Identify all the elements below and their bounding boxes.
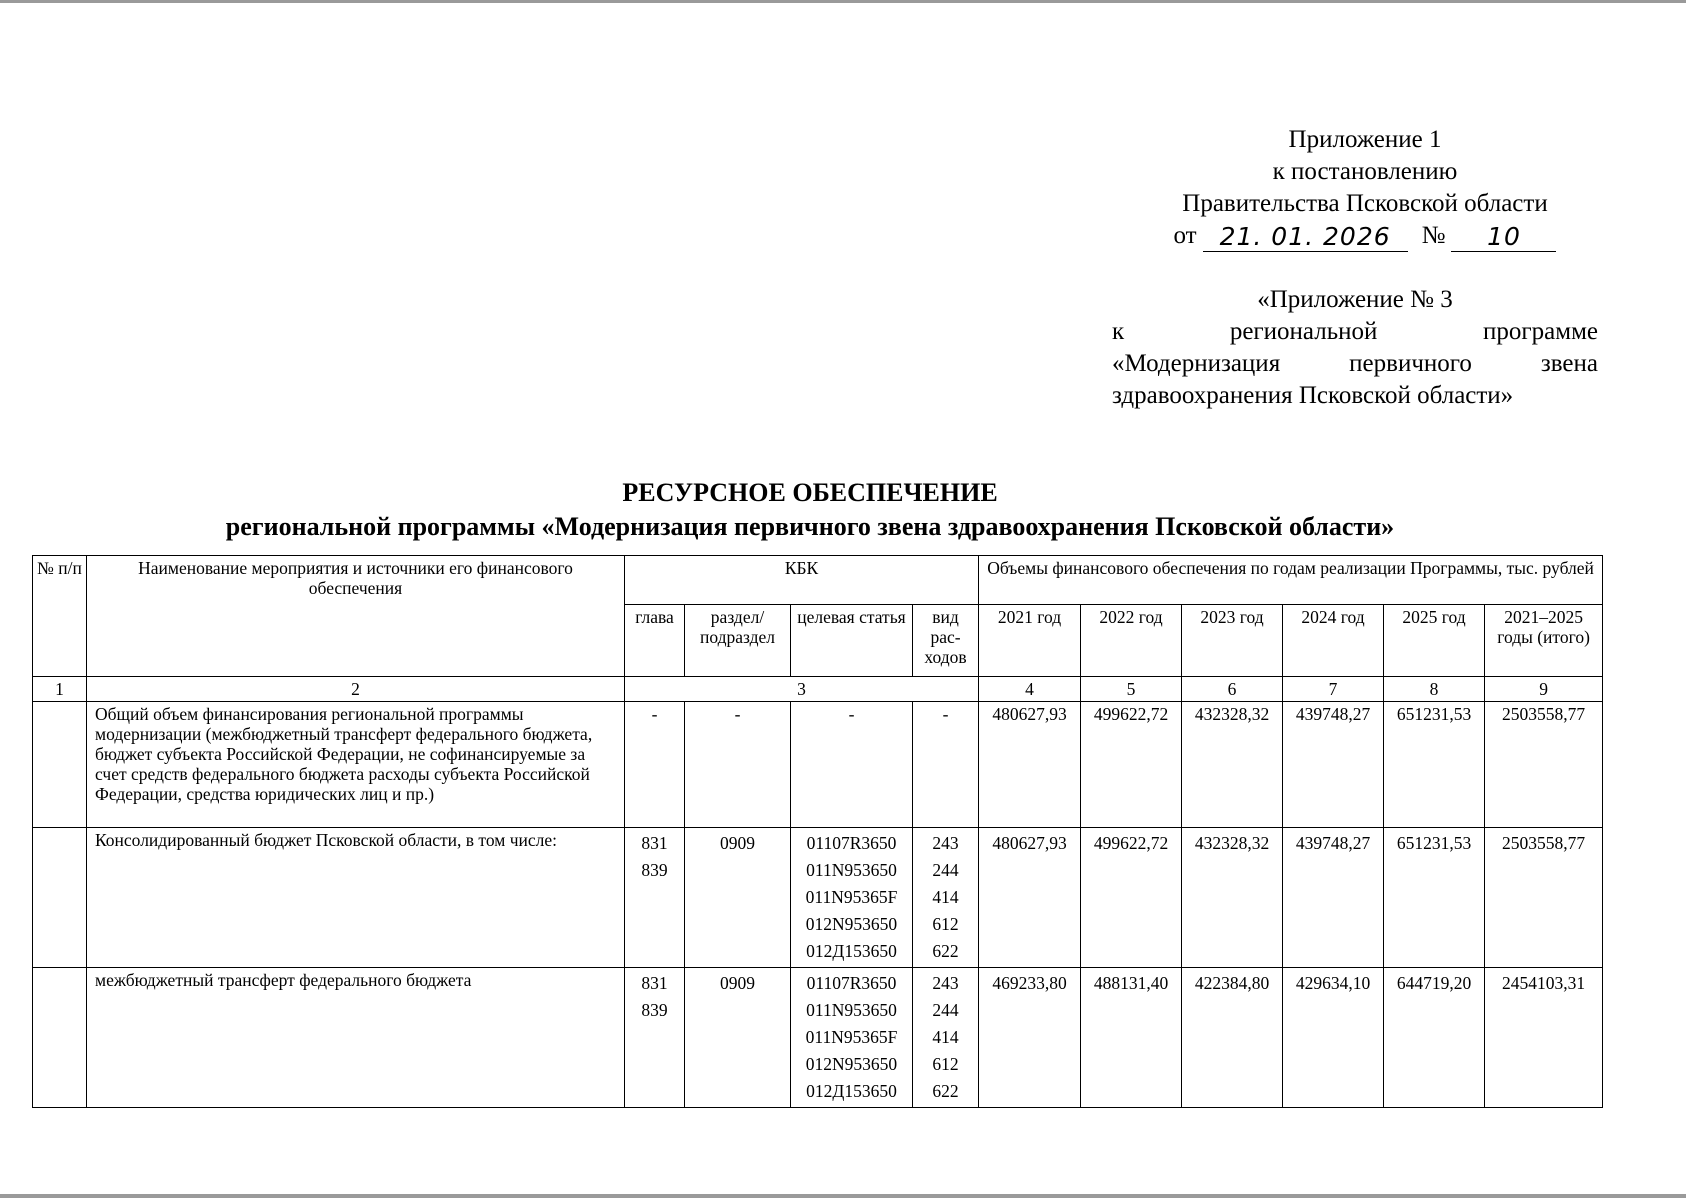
glava-code: 831 [641,833,668,853]
appendix3-line3 [1112,348,1598,380]
value: 432328,32 [1194,833,1270,853]
col-number: 2 [87,677,625,702]
value: 422384,80 [1194,973,1270,993]
appendix3-line1: «Приложение № 3 [1257,286,1453,313]
value: 488131,40 [1093,973,1169,993]
col-number: 8 [1384,677,1485,702]
celevaya-code: 011N953650 [806,860,897,880]
header-2023: 2023 год [1182,605,1283,677]
header-razdel: раздел/ подраздел [685,605,791,677]
value: 2503558,77 [1502,833,1586,853]
row-2021: 480627,93 [979,702,1081,828]
header-name: Наименование мероприятия и источники его финансового обеспечения [87,556,625,677]
appendix3-word: звена [1540,350,1598,377]
row-name: Общий объем финансирования региональной программы модернизации (межбюджетный трансферт федерального бюджета, бюджет субъекта Российской Федерации, не софинансируемые за счет средств федерального бюджета расходы субъекта Российской Федерации, средства юридических лиц и пр.) [87,702,625,828]
header-celevaya: целевая статья [791,605,913,677]
glava-code: 839 [641,860,668,880]
vid-code: 414 [932,887,959,907]
row-name: Консолидированный бюджет Псковской области, в том числе: [87,828,625,968]
row-2025 [1384,828,1485,968]
row-2024 [1283,828,1384,968]
razdel-code: 0909 [720,973,755,993]
celevaya-code: 01107R3650 [806,833,897,853]
appendix3-word: региональной [1229,318,1378,345]
row-name: межбюджетный трансферт федерального бюджета [87,968,625,1108]
row-razdel [685,828,791,968]
header-row-1 [33,556,1603,605]
row-razdel [685,968,791,1108]
col-number: 6 [1182,677,1283,702]
header-2022: 2022 год [1081,605,1182,677]
celevaya-code: 011N95365F [805,1027,898,1047]
row-num [33,968,87,1108]
vid-code: 612 [932,914,959,934]
appendix3-header [1112,284,1598,412]
header-2025: 2025 год [1384,605,1485,677]
row-2023 [1182,968,1283,1108]
vid-code: 622 [932,1081,959,1101]
handwritten-number: 10 [1451,223,1556,252]
appendix3-word: программе [1483,318,1598,345]
row-glava [625,828,685,968]
value: 469233,80 [992,973,1067,993]
value: 2454103,31 [1502,973,1586,993]
header-2024: 2024 год [1283,605,1384,677]
value: 651231,53 [1396,833,1472,853]
row-vid: - [913,702,979,828]
vid-code: 243 [932,973,959,993]
appendix-line2: к постановлению [1272,158,1458,185]
appendix3-word: к [1112,318,1125,345]
vid-code: 244 [932,860,959,880]
value: 644719,20 [1396,973,1472,993]
scan-bottom-edge [0,1194,1686,1198]
appendix3-word: «Модернизация [1112,350,1281,377]
glava-code: 831 [641,973,668,993]
row-2022: 499622,72 [1081,702,1182,828]
table-row [33,702,1603,828]
numbering-row [33,677,1603,702]
row-glava: - [625,702,685,828]
header-glava: глава [625,605,685,677]
header-2021: 2021 год [979,605,1081,677]
row-2024: 439748,27 [1283,702,1384,828]
vid-code: 414 [932,1027,959,1047]
row-2025: 651231,53 [1384,702,1485,828]
celevaya-code: 011N953650 [806,1000,897,1020]
header-volumes: Объемы финансового обеспечения по годам реализации Программы, тыс. рублей [979,556,1603,605]
col-number: 7 [1283,677,1384,702]
from-label: от [1173,222,1197,249]
row-2023 [1182,828,1283,968]
row-total [1485,968,1603,1108]
row-vid [913,968,979,1108]
row-2025 [1384,968,1485,1108]
col-number: 3 [625,677,979,702]
value: 480627,93 [992,833,1067,853]
value: 499622,72 [1093,833,1169,853]
appendix-header [1130,124,1600,252]
celevaya-code: 012Д153650 [806,1081,897,1101]
header-vid: вид рас-ходов [913,605,979,677]
header-total: 2021–2025 годы (итого) [1485,605,1603,677]
row-2023: 432328,32 [1182,702,1283,828]
appendix-line1: Приложение 1 [1288,126,1442,153]
appendix3-line2 [1112,316,1598,348]
document-title [30,476,1590,544]
celevaya-code: 01107R3650 [806,973,897,993]
row-total [1485,828,1603,968]
table-row [33,968,1603,1108]
header-num: № п/п [33,556,87,677]
celevaya-code: 011N95365F [805,887,898,907]
razdel-code: 0909 [720,833,755,853]
row-vid [913,828,979,968]
row-glava [625,968,685,1108]
appendix-line3: Правительства Псковской области [1182,190,1548,217]
appendix3-line4: здравоохранения Псковской области» [1112,382,1514,409]
row-celevaya [791,968,913,1108]
row-total: 2503558,77 [1485,702,1603,828]
celevaya-code: 012N953650 [805,914,898,934]
col-number: 1 [33,677,87,702]
row-celevaya: - [791,702,913,828]
row-2022 [1081,968,1182,1108]
row-2024 [1283,968,1384,1108]
col-number: 5 [1081,677,1182,702]
value: 439748,27 [1295,833,1371,853]
celevaya-code: 012Д153650 [806,941,897,961]
row-celevaya [791,828,913,968]
col-number: 4 [979,677,1081,702]
number-label: № [1421,222,1446,249]
table-row [33,828,1603,968]
title-line2: региональной программы «Модернизация первичного звена здравоохранения Псковской области» [225,512,1395,541]
celevaya-code: 012N953650 [805,1054,898,1074]
row-razdel: - [685,702,791,828]
vid-code: 243 [932,833,959,853]
handwritten-date: 21. 01. 2026 [1203,223,1408,252]
row-2021 [979,828,1081,968]
row-num [33,702,87,828]
vid-code: 622 [932,941,959,961]
header-kbk: КБК [625,556,979,605]
resource-table [32,555,1603,1108]
appendix-date-row [1130,220,1600,252]
row-2022 [1081,828,1182,968]
title-line1: РЕСУРСНОЕ ОБЕСПЕЧЕНИЕ [622,478,998,507]
col-number: 9 [1485,677,1603,702]
value: 429634,10 [1295,973,1371,993]
vid-code: 612 [932,1054,959,1074]
row-2021 [979,968,1081,1108]
scan-top-edge [0,0,1686,3]
glava-code: 839 [641,1000,668,1020]
vid-code: 244 [932,1000,959,1020]
appendix3-word: первичного [1349,350,1472,377]
row-num [33,828,87,968]
